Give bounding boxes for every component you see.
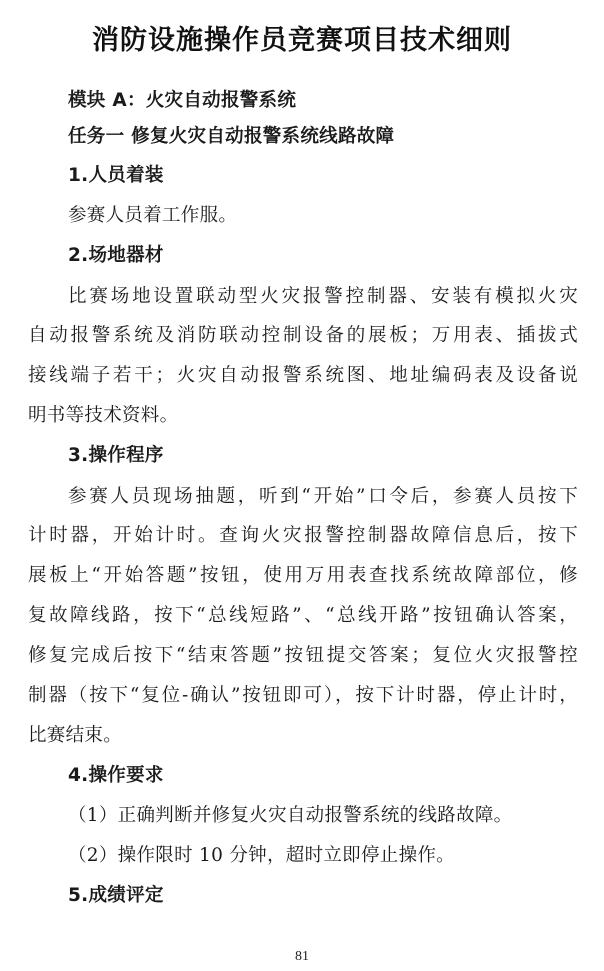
paragraph-line: 制器（按下“复位-确认”按钮即可），按下计时器，停止计时， (28, 685, 578, 706)
section-heading-requirements: 4.操作要求 (68, 765, 164, 786)
section-heading-attire: 1.人员着装 (68, 165, 164, 186)
section-heading-procedure: 3.操作程序 (68, 445, 164, 466)
page-number: 81 (295, 949, 309, 964)
paragraph-line: 明书等技术资料。 (28, 405, 179, 426)
module-heading: 模块 A：火灾自动报警系统 (68, 90, 297, 111)
task-heading: 任务一 修复火灾自动报警系统线路故障 (68, 126, 395, 147)
paragraph-line: 展板上“开始答题”按钮，使用万用表查找系统故障部位，修 (28, 565, 578, 586)
section-heading-equipment: 2.场地器材 (68, 245, 164, 266)
paragraph-line: 自动报警系统及消防联动控制设备的展板；万用表、插拔式 (28, 325, 578, 346)
paragraph-line: 参赛人员着工作服。 (68, 205, 238, 226)
list-item: （2）操作限时 10 分钟，超时立即停止操作。 (68, 845, 455, 866)
paragraph-line: 修复完成后按下“结束答题”按钮提交答案；复位火灾报警控 (28, 645, 578, 666)
paragraph-line: 比赛场地设置联动型火灾报警控制器、安装有模拟火灾 (68, 286, 578, 307)
list-item: （1）正确判断并修复火灾自动报警系统的线路故障。 (68, 805, 513, 826)
paragraph-line: 参赛人员现场抽题，听到“开始”口令后，参赛人员按下 (68, 486, 578, 507)
paragraph-line: 接线端子若干；火灾自动报警系统图、地址编码表及设备说 (28, 365, 578, 386)
paragraph-line: 比赛结束。 (28, 725, 123, 746)
section-heading-scoring: 5.成绩评定 (68, 885, 164, 906)
paragraph-line: 计时器，开始计时。查询火灾报警控制器故障信息后，按下 (28, 525, 578, 546)
page-title: 消防设施操作员竞赛项目技术细则 (92, 25, 512, 56)
paragraph-line: 复故障线路，按下“总线短路”、“总线开路”按钮确认答案， (28, 605, 578, 626)
